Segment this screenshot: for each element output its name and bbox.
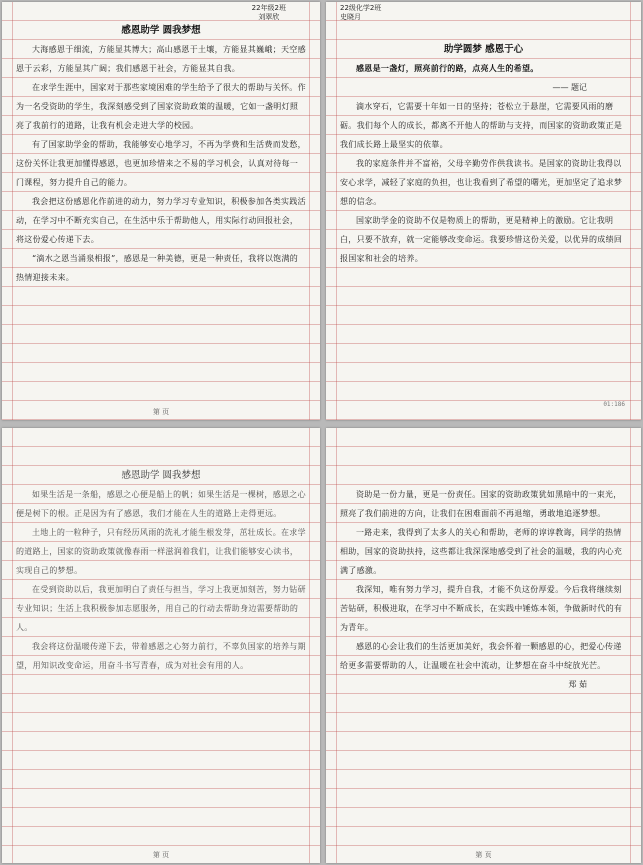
paragraph: 我深知，唯有努力学习，提升自我，才能不负这份厚爱。今后我将继续刻苦钻研，积极进取，在学习中不断成长，在实践中锤炼本领，争做新时代的有为青年。 [340,585,623,632]
paragraph: 一路走来，我得到了太多人的关心和帮助，老师的谆谆教诲，同学的热情相助，国家的资助扶持，这些都让我深深地感受到了社会的温暖，我的内心充满了感激。 [340,528,623,575]
paragraph: 土地上的一粒种子，只有经历风雨的洗礼才能生根发芽，茁壮成长。在求学的道路上，国家的资助政策就像春雨一样滋润着我们，让我们能够安心读书，实现自己的梦想。 [16,528,306,575]
paragraph: 我会将这份温暖传递下去，带着感恩之心努力前行，不辜负国家的培养与期望，用知识改变命运，用奋斗书写青春，成为对社会有用的人。 [16,642,306,670]
epigraph-attribution: —— 题记 [552,83,587,92]
essay-title: 感恩助学 圆我梦想 [121,25,201,36]
paragraph: 滴水穿石，它需要十年如一日的坚持；苍松立于悬崖，它需要风雨的磨砺。我们每个人的成长，都离不开他人的帮助与支持，而国家的资助政策正是我们成长路上最坚实的依靠。 [340,102,623,149]
page-footer: 第 页 [152,408,170,416]
author-signature: 郑 茹 [568,680,587,689]
header-class-label: 22级化学2班 史晓月 [340,4,382,21]
essay-sheet-top-left [2,2,320,420]
essay-title: 感恩助学 圆我梦想 [121,470,201,481]
paragraph: 如果生活是一条船，感恩之心便是船上的帆；如果生活是一棵树，感恩之心便是树下的根。正是因为有了感恩，我们才能在人生的道路上走得更远。 [16,490,306,518]
paragraph: 感恩的心会让我们的生活更加美好，我会怀着一颗感恩的心，把爱心传递给更多需要帮助的人，让温暖在社会中流动，让梦想在奋斗中绽放光芒。 [340,642,622,670]
page-footer: 第 页 [475,851,492,859]
essay-sheet-bottom-right [326,428,641,863]
essay-title: 助学圆梦 感恩于心 [443,44,524,55]
paragraph: 国家助学金的资助不仅是物质上的帮助，更是精神上的激励。它让我明白，只要不放弃，就一定能够改变命运。我要珍惜这份关爱，以优异的成绩回报国家和社会的培养。 [340,216,623,263]
paragraph: 在受到资助以后，我更加明白了责任与担当，学习上我更加刻苦，努力钻研专业知识；生活上我积极参加志愿服务，用自己的行动去帮助身边需要帮助的人。 [16,585,306,632]
sheet-code: 01:186 [603,401,625,408]
paragraph: 我的家庭条件并不富裕，父母辛勤劳作供我读书。是国家的资助让我得以安心求学，减轻了家庭的负担，也让我看到了希望的曙光，更加坚定了追求梦想的信念。 [340,159,623,206]
header-class-label: 22年级2班 刘翠欣 [251,4,286,21]
paragraph: “滴水之恩当涌泉相报”，感恩是一种美德，更是一种责任，我将以饱满的热情迎接未来。 [16,254,299,282]
paragraph: 大海感恩于细流，方能显其博大；高山感恩于土壤，方能显其巍峨；天空感恩于云彩，方能显其广阔；我们感恩于社会，方能显其自我。 [16,45,306,73]
epigraph: 感恩是一盏灯，照亮前行的路，点亮人生的希望。 [356,63,539,73]
paragraph: 资助是一份力量，更是一份责任。国家的资助政策犹如黑暗中的一束光，照亮了我们前进的方向，让我们在困难面前不再退缩，勇敢地追逐梦想。 [340,490,622,518]
paragraph: 有了国家助学金的帮助，我能够安心地学习，不再为学费和生活费而发愁，这份关怀让我更加懂得感恩，也更加珍惜来之不易的学习机会，认真对待每一门课程，努力提升自己的能力。 [16,140,306,187]
paragraph: 我会把这份感恩化作前进的动力，努力学习专业知识，积极参加各类实践活动，在学习中不断充实自己，在生活中乐于帮助他人，用实际行动回报社会，将这份爱心传递下去。 [16,197,306,244]
essay-sheet-top-right [326,2,641,420]
paragraph: 在求学生涯中，国家对于那些家境困难的学生给予了很大的帮助与关怀。作为一名受资助的学生，我深刻感受到了国家资助政策的温暖，它如一盏明灯照亮了我前行的道路，让我有机会走进大学的校园。 [16,83,306,130]
essay-sheet-bottom-left [2,428,320,863]
page-footer: 第 页 [152,851,170,859]
